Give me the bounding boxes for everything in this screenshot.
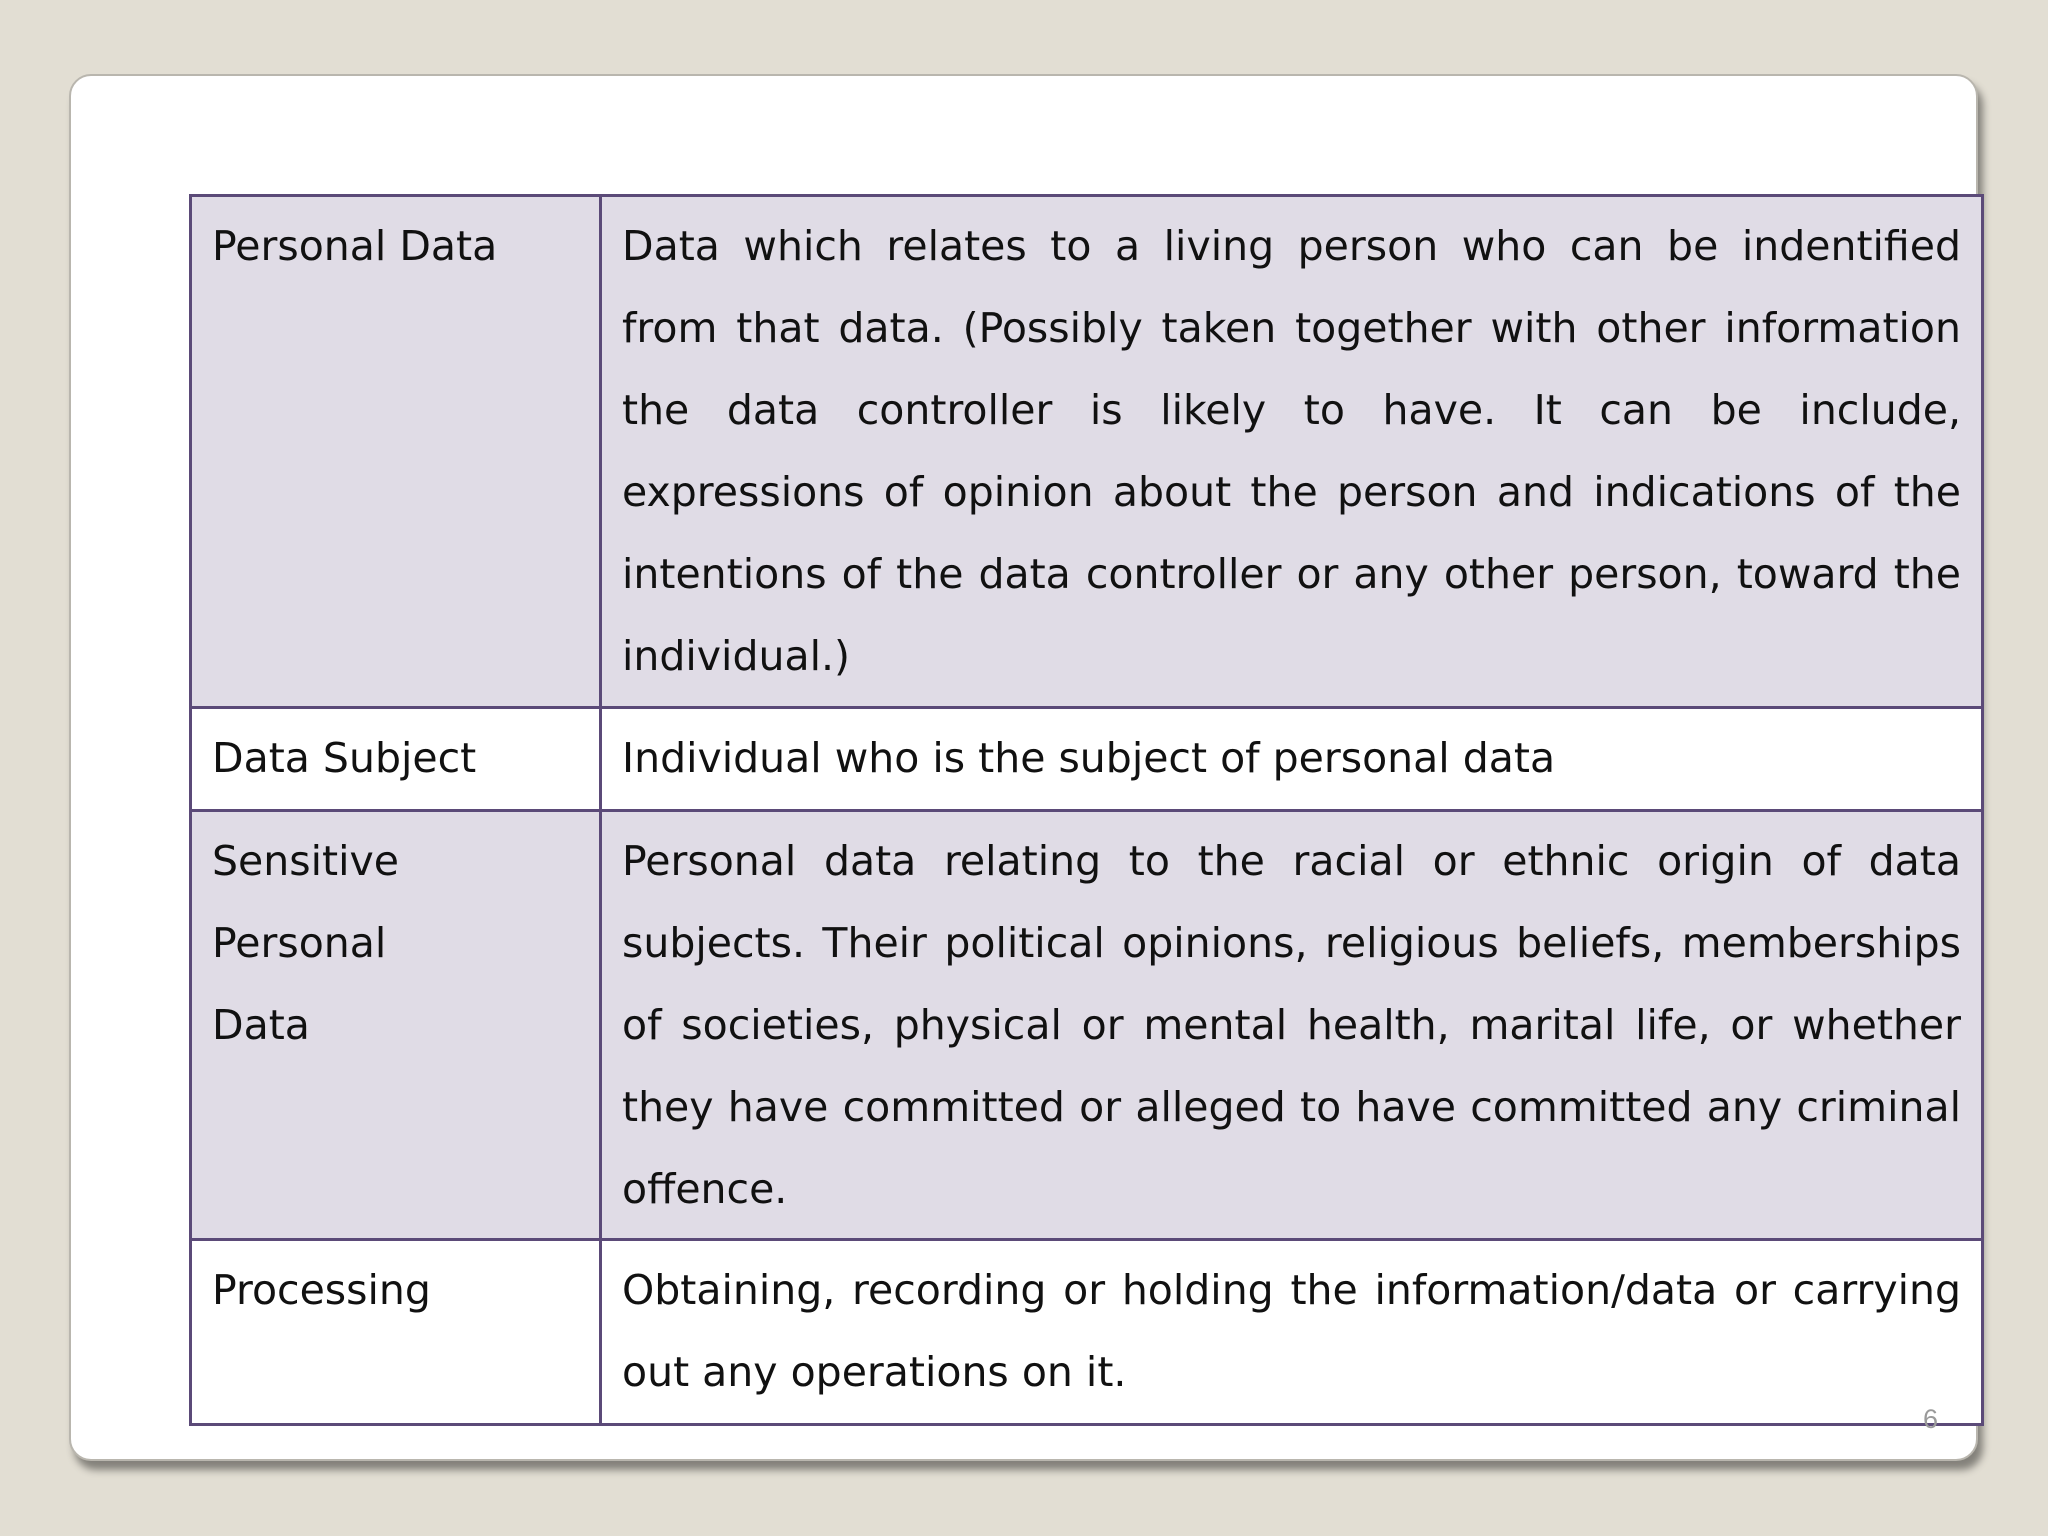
term-cell: Processing xyxy=(191,1240,601,1425)
definitions-table xyxy=(189,194,1984,1426)
term-cell: Data Subject xyxy=(191,708,601,811)
table-row xyxy=(191,708,1983,811)
slide xyxy=(69,74,1978,1461)
definition-cell: Individual who is the subject of personal data xyxy=(601,708,1983,811)
table-row xyxy=(191,196,1983,708)
term-cell: Sensitive Personal Data xyxy=(191,811,601,1240)
definition-cell: Obtaining, recording or holding the information/data or carrying out any operations on it. xyxy=(601,1240,1983,1425)
term-cell: Personal Data xyxy=(191,196,601,708)
table-row xyxy=(191,1240,1983,1425)
page-number: 6 xyxy=(1922,1404,1938,1434)
definition-cell: Data which relates to a living person who can be indentified from that data. (Possibly taken together with other information the data controller is likely to have. It can be include, expressions of opinion about the person and indications of the intentions of the data controller or any other person, toward the individual.) xyxy=(601,196,1983,708)
definition-cell: Personal data relating to the racial or ethnic origin of data subjects. Their political opinions, religious beliefs, memberships of societies, physical or mental health, marital life, or whether they have committed or alleged to have committed any criminal offence. xyxy=(601,811,1983,1240)
table-row xyxy=(191,811,1983,1240)
